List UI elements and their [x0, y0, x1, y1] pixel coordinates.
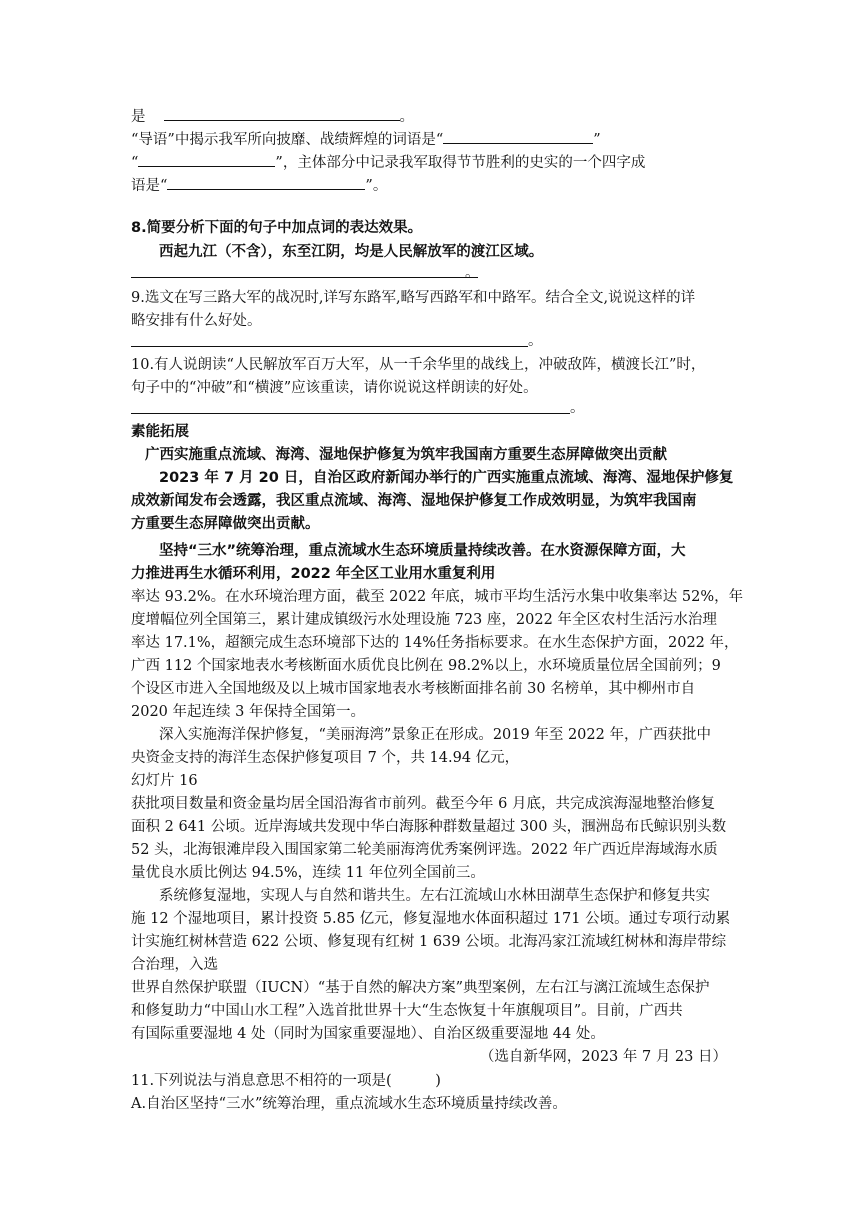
water-para-line: 广西 112 个国家地表水考核断面水质优良比例在 98.2%以上，水环境质量位居全国前列；9 — [131, 658, 721, 674]
sea-para2-line: 获批项目数量和资金量均居全国沿海省市前列。截至今年 6 月底，共完成滨海湿地整治修复 — [131, 796, 715, 812]
q11-option-a[interactable]: A.自治区坚持“三水”统筹治理，重点流域水生态环境质量持续改善。 — [131, 1096, 567, 1112]
q9-end-mark: 。 — [528, 333, 543, 349]
section-title: 素能拓展 — [131, 424, 189, 440]
sea-para-line: 央资金支持的海洋生态保护修复项目 7 个，共 14.94 亿元， — [131, 750, 520, 766]
water-para-line: 率达 17.1%，超额完成生态环境部下达的 14%任务指标要求。在水生态保护方面，2022 年， — [131, 635, 739, 651]
q7-line2 — [131, 127, 601, 151]
q10-end-mark: 。 — [570, 400, 585, 416]
wetland-para-line: 计实施红树林营造 622 公顷、修复现有红树 1 639 公顷。北海冯家江流域红树林和海岸带综 — [131, 934, 727, 950]
q7-line1-suffix: 。 — [399, 109, 414, 125]
wetland-para-line: 系统修复湿地，实现人与自然和谐共生。左右江流域山水林田湖草生态保护和修复共实 — [159, 888, 710, 904]
lead-line: 方重要生态屏障做突出贡献。 — [131, 516, 320, 532]
lead-line: 2023 年 7 月 20 日，自治区政府新闻办举行的广西实施重点流域、海湾、湿地保护修复 — [159, 470, 734, 486]
sea-para2-line: 量优良水质比例达 94.5%，连续 11 年位列全国前三。 — [131, 865, 485, 881]
water-para-line: 个设区市进入全国地级及以上城市国家地表水考核断面排名前 30 名榜单，其中柳州市自 — [131, 681, 696, 697]
q7-line2-prefix: “导语”中揭示我军所向披靡、战绩辉煌的词语是“ — [131, 132, 444, 148]
water-para-line: 2020 年起连续 3 年保持全国第一。 — [131, 704, 365, 720]
q7-line1-prefix: 是 — [131, 109, 146, 125]
article-source: （选自新华网，2023 年 7 月 23 日） — [479, 1049, 727, 1065]
q7-line4-suffix: ”。 — [365, 178, 388, 194]
q8-question: 8.简要分析下面的句子中加点词的表达效果。 — [131, 220, 423, 236]
wetland-para2-line: 有国际重要湿地 4 处（同时为国家重要湿地）、自治区级重要湿地 44 处。 — [131, 1026, 605, 1042]
q8-answer-line[interactable] — [131, 277, 478, 278]
q8-end-mark: 。 — [465, 265, 480, 281]
water-para-line: 度增幅位列全国第三，累计建成镇级污水处理设施 723 座，2022 年全区农村生活污水治理 — [131, 612, 717, 628]
answer-blank[interactable] — [443, 127, 593, 144]
q7-line4 — [131, 173, 387, 197]
q7-line3-suffix: ”，主体部分中记录我军取得节节胜利的史实的一个四字成 — [275, 155, 646, 171]
q7-line1 — [131, 104, 414, 128]
wetland-para2-line: 和修复助力“中国山水工程”入选首批世界十大“生态恢复十年旗舰项目”。目前，广西共 — [131, 1003, 683, 1019]
wetland-para-line: 合治理，入选 — [131, 957, 218, 973]
q9-answer-line[interactable] — [131, 346, 528, 347]
q10-answer-line[interactable] — [131, 413, 570, 414]
q7-line2-suffix: ” — [593, 132, 601, 148]
sea-para2-line: 面积 2 641 公顷。近岸海域共发现中华白海豚种群数量超过 300 头，涠洲岛布氏鲸识别头数 — [131, 819, 727, 835]
bold-para-line: 力推进再生水循环利用，2022 年全区工业用水重复利用 — [131, 566, 496, 582]
wetland-para2-line: 世界自然保护联盟（IUCN）“基于自然的解决方案”典型案例，左右江与漓江流域生态保护 — [131, 980, 710, 996]
bold-para-line: 坚持“三水”统筹治理，重点流域水生态环境质量持续改善。在水资源保障方面，大 — [159, 543, 686, 559]
water-para-line: 率达 93.2%。在水环境治理方面，截至 2022 年底，城市平均生活污水集中收集率达 52%，年 — [131, 589, 744, 605]
q9-line2: 略安排有什么好处。 — [131, 313, 262, 329]
slide-label: 幻灯片 16 — [131, 773, 198, 789]
q7-line4-prefix: 语是“ — [131, 178, 168, 194]
q7-line3-prefix: “ — [131, 155, 139, 171]
answer-blank[interactable] — [167, 173, 365, 190]
answer-blank[interactable] — [164, 104, 400, 121]
q9-line1: 9.选文在写三路大军的战况时,详写东路军,略写西路军和中路军。结合全文,说说这样的详 — [131, 290, 696, 306]
lead-line: 成效新闻发布会透露，我区重点流域、海湾、湿地保护修复工作成效明显，为筑牢我国南 — [131, 493, 697, 509]
q8-sentence: 西起九江（不含），东至江阴，均是人民解放军的渡江区域。 — [159, 244, 544, 260]
answer-blank[interactable] — [138, 150, 275, 167]
q7-line3 — [131, 150, 645, 174]
q10-line1: 10.有人说朗读“人民解放军百万大军，从一千余华里的战线上，冲破敌阵，横渡长江”时， — [131, 357, 706, 373]
q11-question: 11.下列说法与消息意思不相符的一项是( ) — [131, 1073, 441, 1089]
sea-para-line: 深入实施海洋保护修复，“美丽海湾”景象正在形成。2019 年至 2022 年，广西获批中 — [159, 727, 711, 743]
q10-line2: 句子中的“冲破”和“横渡”应该重读，请你说说这样朗读的好处。 — [131, 380, 538, 396]
sea-para2-line: 52 头，北海银滩岸段入围国家第二轮美丽海湾优秀案例评选。2022 年广西近岸海域海水质 — [131, 842, 718, 858]
article-headline: 广西实施重点流域、海湾、湿地保护修复为筑牢我国南方重要生态屏障做突出贡献 — [145, 447, 667, 463]
wetland-para-line: 施 12 个湿地项目，累计投资 5.85 亿元，修复湿地水体面积超过 171 公顷。通过专项行动累 — [131, 911, 731, 927]
